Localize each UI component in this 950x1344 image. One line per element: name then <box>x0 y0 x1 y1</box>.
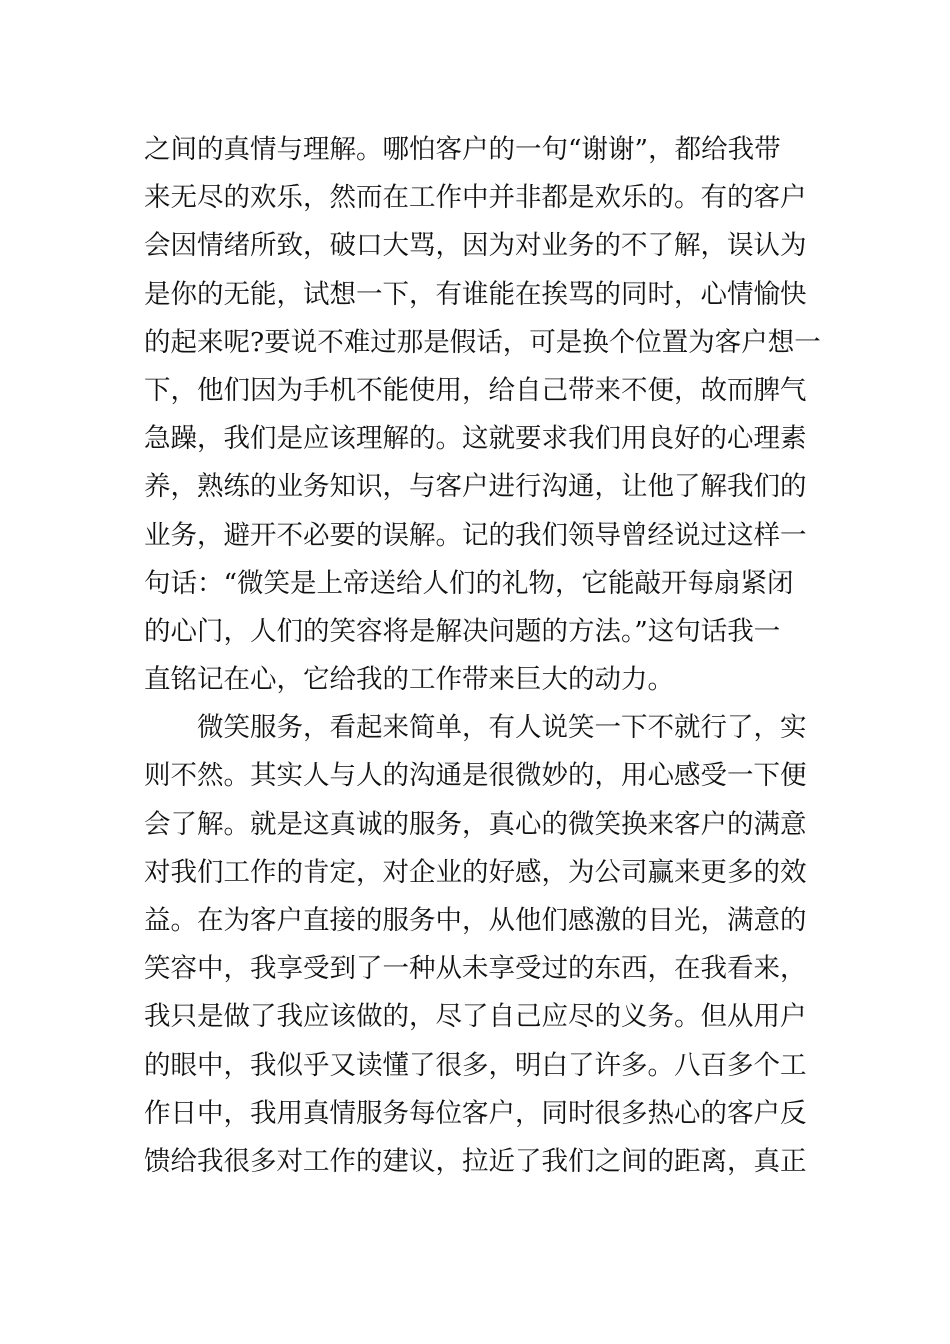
body-text <box>144 126 821 1186</box>
text-line: 对我们工作的肯定，对企业的好感，为公司赢来更多的效 <box>144 856 807 888</box>
text-line: 微笑服务，看起来简单，有人说笑一下不就行了，实 <box>144 712 807 744</box>
text-line: 会因情绪所致，破口大骂，因为对业务的不了解，误认为 <box>144 230 807 262</box>
text-line: 业务，避开不必要的误解。记的我们领导曾经说过这样一 <box>144 519 807 551</box>
text-line: 笑容中，我享受到了一种从未享受过的东西，在我看来， <box>144 953 807 985</box>
text-line: 句话：“微笑是上帝送给人们的礼物，它能敲开每扇紧闭 <box>144 567 794 599</box>
text-line: 急躁，我们是应该理解的。这就要求我们用良好的心理素 <box>144 423 807 455</box>
text-line: 馈给我很多对工作的建议，拉近了我们之间的距离，真正 <box>144 1145 807 1177</box>
text-line: 直铭记在心，它给我的工作带来巨大的动力。 <box>144 664 674 696</box>
text-line: 会了解。就是这真诚的服务，真心的微笑换来客户的满意 <box>144 808 807 840</box>
text-line: 的眼中，我似乎又读懂了很多，明白了许多。八百多个工 <box>144 1049 807 1081</box>
text-line: 之间的真情与理解。哪怕客户的一句“谢谢”，都给我带 <box>144 134 781 165</box>
text-line: 作日中，我用真情服务每位客户，同时很多热心的客户反 <box>144 1097 807 1129</box>
text-line: 来无尽的欢乐，然而在工作中并非都是欢乐的。有的客户 <box>144 182 807 214</box>
text-line: 的心门，人们的笑容将是解决问题的方法。”这句话我一 <box>144 615 781 647</box>
text-line: 则不然。其实人与人的沟通是很微妙的，用心感受一下便 <box>144 760 807 792</box>
text-line: 下，他们因为手机不能使用，给自己带来不便，故而脾气 <box>144 374 807 406</box>
text-line: 养，熟练的业务知识，与客户进行沟通，让他了解我们的 <box>144 471 807 503</box>
text-line: 是你的无能，试想一下，有谁能在挨骂的同时，心情愉快 <box>144 278 807 310</box>
text-line: 益。在为客户直接的服务中，从他们感激的目光，满意的 <box>144 905 807 936</box>
text-line: 我只是做了我应该做的，尽了自己应尽的义务。但从用户 <box>144 1001 807 1033</box>
text-line: 的起来呢?要说不难过那是假话，可是换个位置为客户想一 <box>144 326 821 358</box>
